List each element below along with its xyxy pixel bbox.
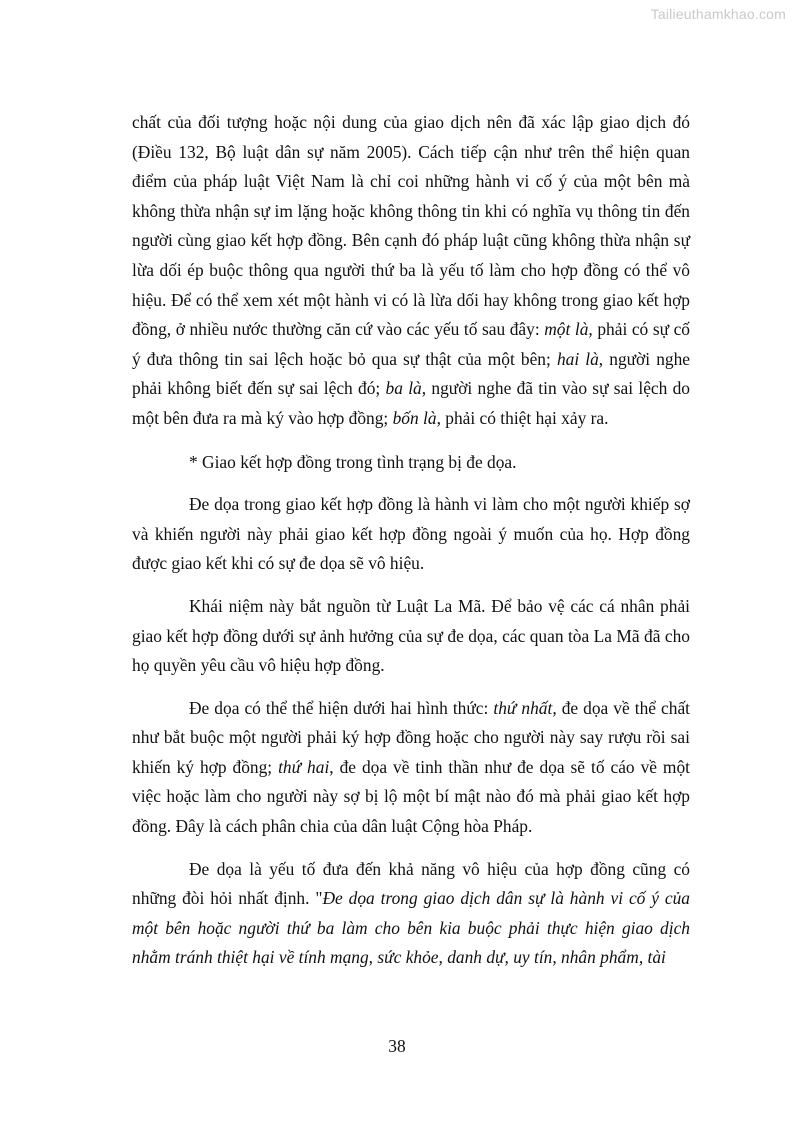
text-run: Đe dọa có thể thể hiện dưới hai hình thức: — [189, 697, 494, 718]
text-run: * Giao kết hợp đồng trong tình trạng bị đe dọa. — [189, 451, 517, 472]
paragraph-roman-law — [132, 592, 690, 681]
italic-text: hai là — [556, 348, 599, 369]
italic-text: bốn là — [392, 407, 437, 428]
text-run: , người nghe phải không biết đến sự sai lệch đó; — [132, 348, 690, 399]
text-run: , người nghe đã tin vào sự sai lệch do một bên đưa ra mà ký vào hợp đồng; — [132, 378, 691, 428]
text-run: , đe dọa về tinh thần như đe dọa sẽ tố cáo về một việc hoặc làm cho người này sợ bị lộ một bí mật nào đó mà phải giao kết hợp đồng. Đây là cách phân chia của dân luật Cộng hòa Pháp. — [132, 756, 690, 837]
paragraph-threat-forms — [132, 694, 690, 842]
paragraph-threat-invalidity — [132, 855, 690, 973]
paragraph-continuation — [132, 108, 690, 434]
italic-text: ba là — [385, 378, 422, 399]
text-run: đe dọa về thể chất như bắt buộc một người phải ký hợp đồng hoặc cho người này say rượu rồi sai khiến ký hợp đồng; — [132, 697, 690, 777]
text-run: Đe dọa trong giao kết hợp đồng là hành vi làm cho một người khiếp sợ và khiến người này phải giao kết hợp đồng ngoài ý muốn của họ. Hợp đồng được giao kết khi có sự đe dọa sẽ vô hiệu. — [132, 494, 690, 574]
document-body — [132, 108, 690, 986]
paragraph-heading-threat — [132, 448, 690, 478]
italic-text: một là, — [544, 319, 593, 340]
italic-text: Đe dọa trong giao dịch dân sự là hành vi cố ý của một bên hoặc người thứ ba làm cho bên kia buộc phải thực hiện giao dịch nhằm tránh thiệt hại về tính mạng, sức khỏe, danh dự, uy tín, nhân phẩm, tài — [132, 888, 690, 968]
text-run: Đe dọa là yếu tố đưa đến khả năng vô hiệu của hợp đồng cũng có những đòi hỏi nhất định. " — [132, 858, 690, 909]
paragraph-threat-definition — [132, 490, 690, 579]
text-run: Khái niệm này bắt nguồn từ Luật La Mã. Để bảo vệ các cá nhân phải giao kết hợp đồng dưới sự ảnh hưởng của sự đe dọa, các quan tòa La Mã đã cho họ quyền yêu cầu vô hiệu hợp đồng. — [132, 595, 690, 676]
italic-text: thứ hai — [278, 756, 330, 777]
text-run: , phải có thiệt hại xảy ra. — [436, 407, 609, 428]
text-run: phải có sự cố ý đưa thông tin sai lệch hoặc bỏ qua sự thật của một bên; — [132, 319, 691, 369]
watermark: Tailieuthamkhao.com — [650, 6, 786, 22]
italic-text: thứ nhất, — [493, 697, 557, 718]
page-number: 38 — [388, 1036, 406, 1056]
text-run: chất của đối tượng hoặc nội dung của giao dịch nên đã xác lập giao dịch đó (Điều 132, Bộ luật dân sự năm 2005). Cách tiếp cận như trên thể hiện quan điểm của pháp luật Việt Nam là chỉ coi những hành vi cố ý của một bên mà không thừa nhận sự im lặng hoặc không thông tin khi có nghĩa vụ thông tin đến người cùng giao kết hợp đồng. Bên cạnh đó pháp luật cũng không thừa nhận sự lừa dối ép buộc thông qua người thứ ba là yếu tố làm cho hợp đồng có thể vô hiệu. Để có thể xem xét một hành vi có là lừa dối hay không trong giao kết hợp đồng, ở nhiều nước thường căn cứ vào các yếu tố sau đây: — [132, 112, 690, 340]
